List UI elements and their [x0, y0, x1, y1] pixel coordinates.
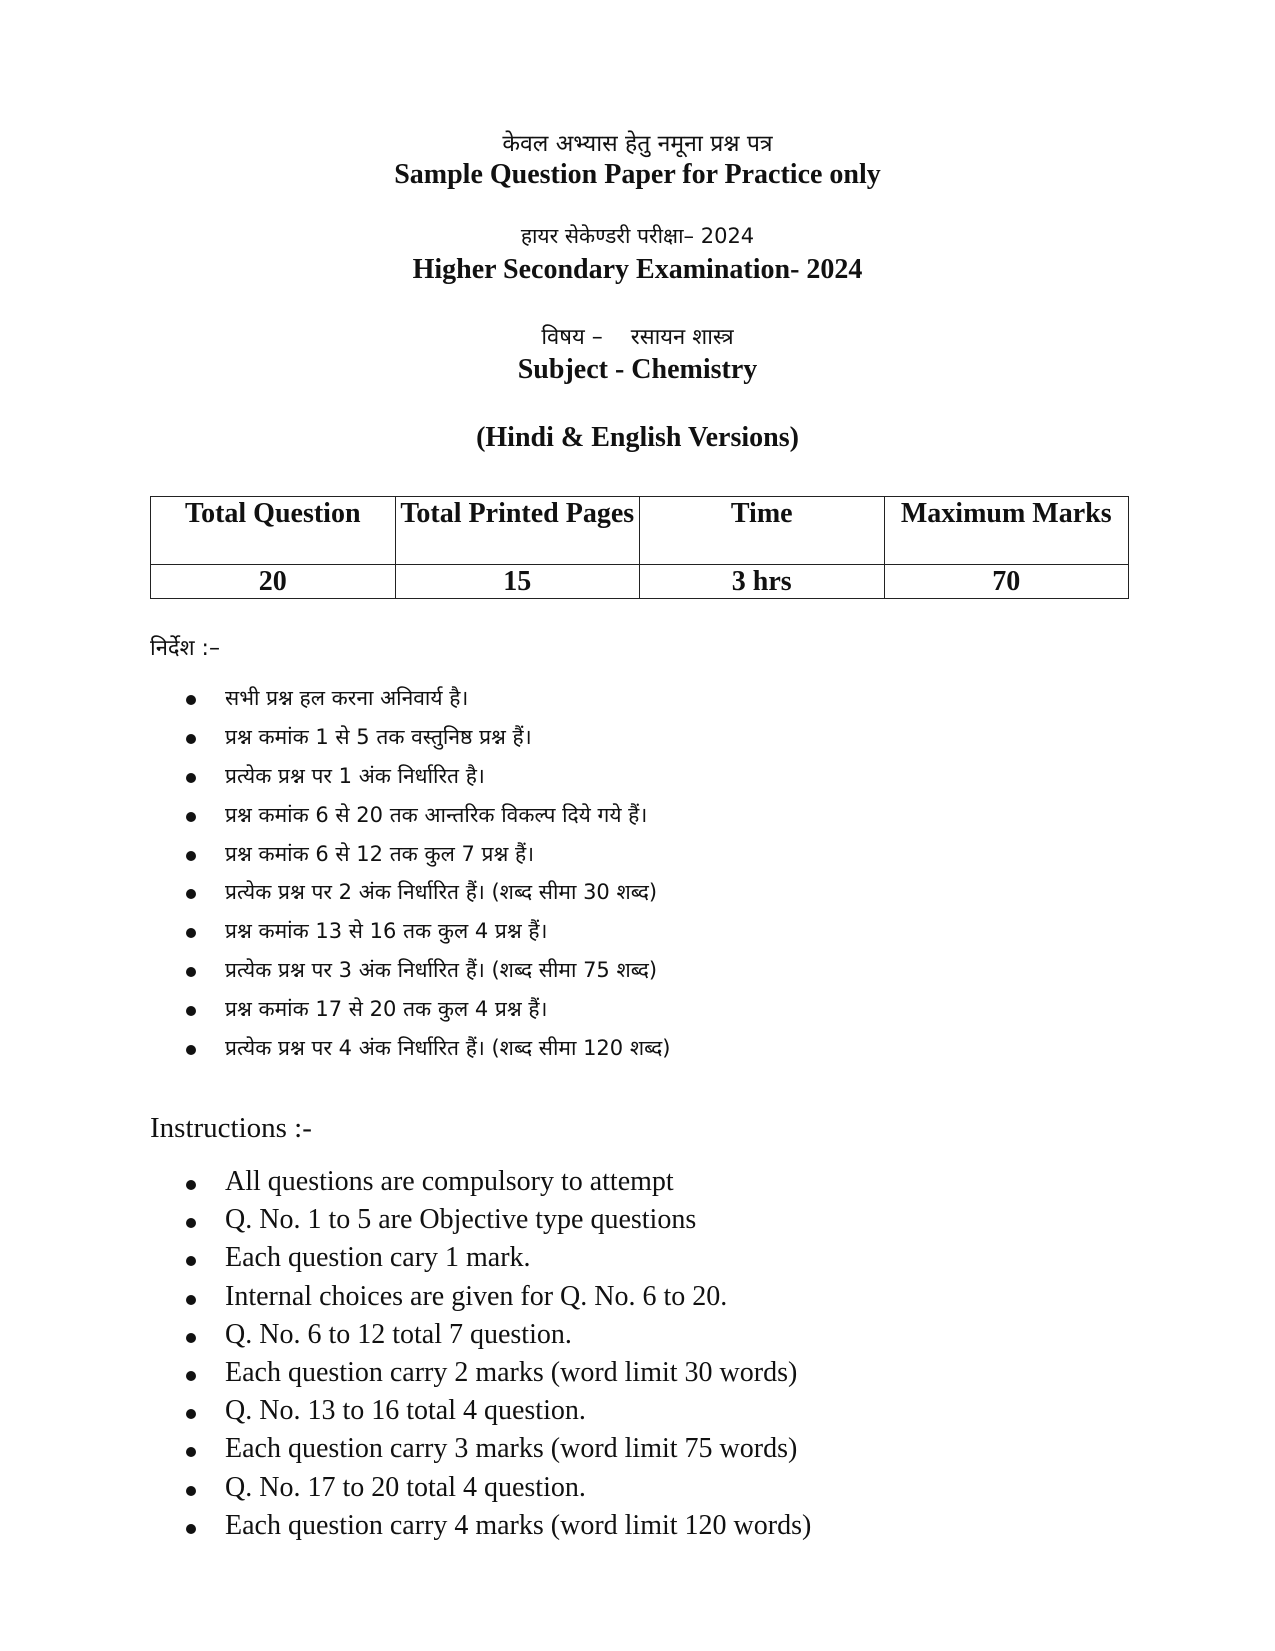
list-item-text: प्रश्न कमांक 13 से 16 तक कुल 4 प्रश्न हैं।	[225, 919, 548, 944]
value-total-question: 20	[151, 565, 396, 599]
title-hindi: केवल अभ्यास हेतु नमूना प्रश्न पत्र	[502, 131, 773, 157]
list-item-text: All questions are compulsory to attempt	[225, 1166, 674, 1197]
bullet-icon	[186, 967, 196, 977]
bullet-icon	[186, 1333, 196, 1343]
bullet-icon	[186, 812, 196, 822]
bullet-icon	[186, 1371, 196, 1381]
bullet-icon	[186, 695, 196, 705]
table-value-row	[151, 565, 1129, 599]
exam-info-table	[150, 496, 1129, 599]
list-item-text: प्रश्न कमांक 6 से 20 तक आन्तरिक विकल्प दिये गये हैं।	[225, 802, 648, 827]
bullet-icon	[186, 773, 196, 783]
list-item-text: Internal choices are given for Q. No. 6 to 20.	[225, 1280, 728, 1312]
list-item-text: प्रश्न कमांक 1 से 5 तक वस्तुनिष्ठ प्रश्न हैं।	[225, 724, 532, 749]
list-item-text: Each question carry 4 marks (word limit 120 words)	[225, 1509, 812, 1541]
versions-note: (Hindi & English Versions)	[476, 422, 799, 453]
list-item-text: Q. No. 17 to 20 total 4 question.	[225, 1471, 586, 1503]
list-item-text: प्रत्येक प्रश्न पर 2 अंक निर्धारित हैं। (शब्द सीमा 30 शब्द)	[225, 880, 658, 905]
list-item-text: Each question carry 2 marks (word limit 30 words)	[225, 1356, 798, 1388]
value-maximum-marks: 70	[884, 565, 1129, 599]
list-item-text: प्रत्येक प्रश्न पर 3 अंक निर्धारित हैं। (शब्द सीमा 75 शब्द)	[225, 958, 658, 983]
bullet-icon	[186, 1045, 196, 1055]
bullet-icon	[186, 851, 196, 861]
list-item-text: Q. No. 1 to 5 are Objective type questions	[225, 1204, 697, 1236]
bullet-icon	[186, 734, 196, 744]
value-time: 3 hrs	[640, 565, 885, 599]
list-item-text: प्रश्न कमांक 6 से 12 तक कुल 7 प्रश्न हैं।	[225, 841, 535, 866]
english-instructions-heading: Instructions :-	[150, 1112, 312, 1144]
exam-name-hindi: हायर सेकेण्डरी परीक्षा– 2024	[520, 224, 755, 248]
bullet-icon	[186, 928, 196, 938]
bullet-icon	[186, 1006, 196, 1016]
bullet-icon	[186, 1409, 196, 1419]
bullet-icon	[186, 1486, 196, 1496]
bullet-icon	[186, 889, 196, 899]
exam-name-english: Higher Secondary Examination- 2024	[412, 254, 863, 285]
bullet-icon	[186, 1256, 196, 1266]
bullet-icon	[186, 1218, 196, 1228]
bullet-icon	[186, 1447, 196, 1457]
bullet-icon	[186, 1295, 196, 1305]
title-english: Sample Question Paper for Practice only	[394, 159, 881, 190]
header-time: Time	[640, 497, 885, 565]
list-item-text: प्रत्येक प्रश्न पर 4 अंक निर्धारित हैं। (शब्द सीमा 120 शब्द)	[225, 1036, 671, 1061]
hindi-instructions-heading: निर्देश :–	[150, 636, 220, 661]
table-header-row	[151, 497, 1129, 565]
subject-english: Subject - Chemistry	[517, 354, 758, 385]
list-item-text: सभी प्रश्न हल करना अनिवार्य है।	[225, 686, 469, 710]
list-item-text: Each question carry 3 marks (word limit 75 words)	[225, 1433, 798, 1465]
subject-hindi: विषय – रसायन शास्त्र	[541, 325, 734, 350]
header-total-question: Total Question	[151, 497, 396, 565]
list-item-text: Q. No. 13 to 16 total 4 question.	[225, 1395, 586, 1427]
header-total-printed-pages: Total Printed Pages	[395, 497, 640, 565]
list-item-text: प्रत्येक प्रश्न पर 1 अंक निर्धारित है।	[225, 763, 485, 788]
value-total-printed-pages: 15	[395, 565, 640, 599]
list-item-text: प्रश्न कमांक 17 से 20 तक कुल 4 प्रश्न हैं।	[225, 997, 548, 1022]
list-item-text: Q. No. 6 to 12 total 7 question.	[225, 1318, 572, 1350]
bullet-icon	[186, 1524, 196, 1534]
header-maximum-marks: Maximum Marks	[884, 497, 1129, 565]
list-item-text: Each question cary 1 mark.	[225, 1242, 531, 1274]
bullet-icon	[186, 1180, 196, 1190]
